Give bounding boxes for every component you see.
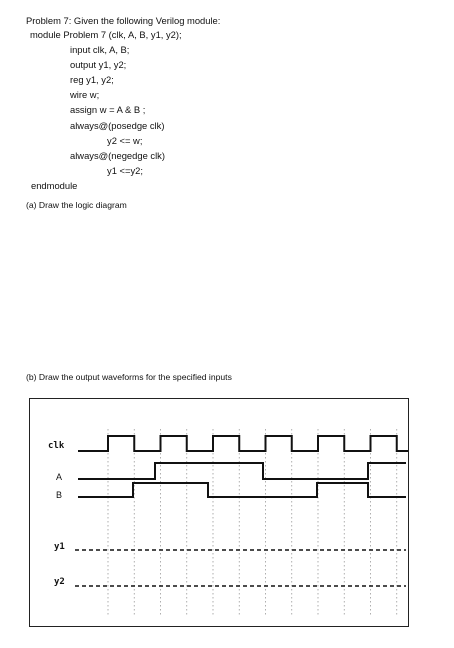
code-line-endmodule: endmodule bbox=[31, 180, 78, 191]
code-line-assign: assign w = A & B ; bbox=[70, 104, 146, 115]
part-b-prompt: (b) Draw the output waveforms for the specified inputs bbox=[26, 372, 232, 382]
code-line-module: module Problem 7 (clk, A, B, y1, y2); bbox=[30, 29, 182, 40]
a-signal-label: A bbox=[56, 472, 63, 482]
code-line-wire: wire w; bbox=[70, 89, 100, 100]
code-line-reg: reg y1, y2; bbox=[70, 74, 114, 85]
code-line-y1-assign: y1 <=y2; bbox=[107, 165, 143, 176]
b-waveform bbox=[78, 483, 406, 497]
problem-title: Problem 7: Given the following Verilog module: bbox=[26, 15, 221, 26]
y1-signal-label: y1 bbox=[54, 542, 65, 552]
code-line-always-negedge: always@(negedge clk) bbox=[70, 150, 165, 161]
code-line-y2-assign: y2 <= w; bbox=[107, 135, 143, 146]
b-signal-label: B bbox=[56, 490, 63, 500]
code-line-always-posedge: always@(posedge clk) bbox=[70, 120, 165, 131]
waveform-diagram bbox=[29, 398, 409, 627]
clk-waveform bbox=[78, 436, 408, 451]
waveform-svg bbox=[30, 399, 408, 626]
code-line-input: input clk, A, B; bbox=[70, 44, 130, 55]
a-waveform bbox=[78, 463, 406, 479]
part-a-prompt: (a) Draw the logic diagram bbox=[26, 200, 127, 210]
y2-signal-label: y2 bbox=[54, 577, 65, 587]
clk-signal-label: clk bbox=[48, 441, 65, 451]
code-line-output: output y1, y2; bbox=[70, 59, 127, 70]
